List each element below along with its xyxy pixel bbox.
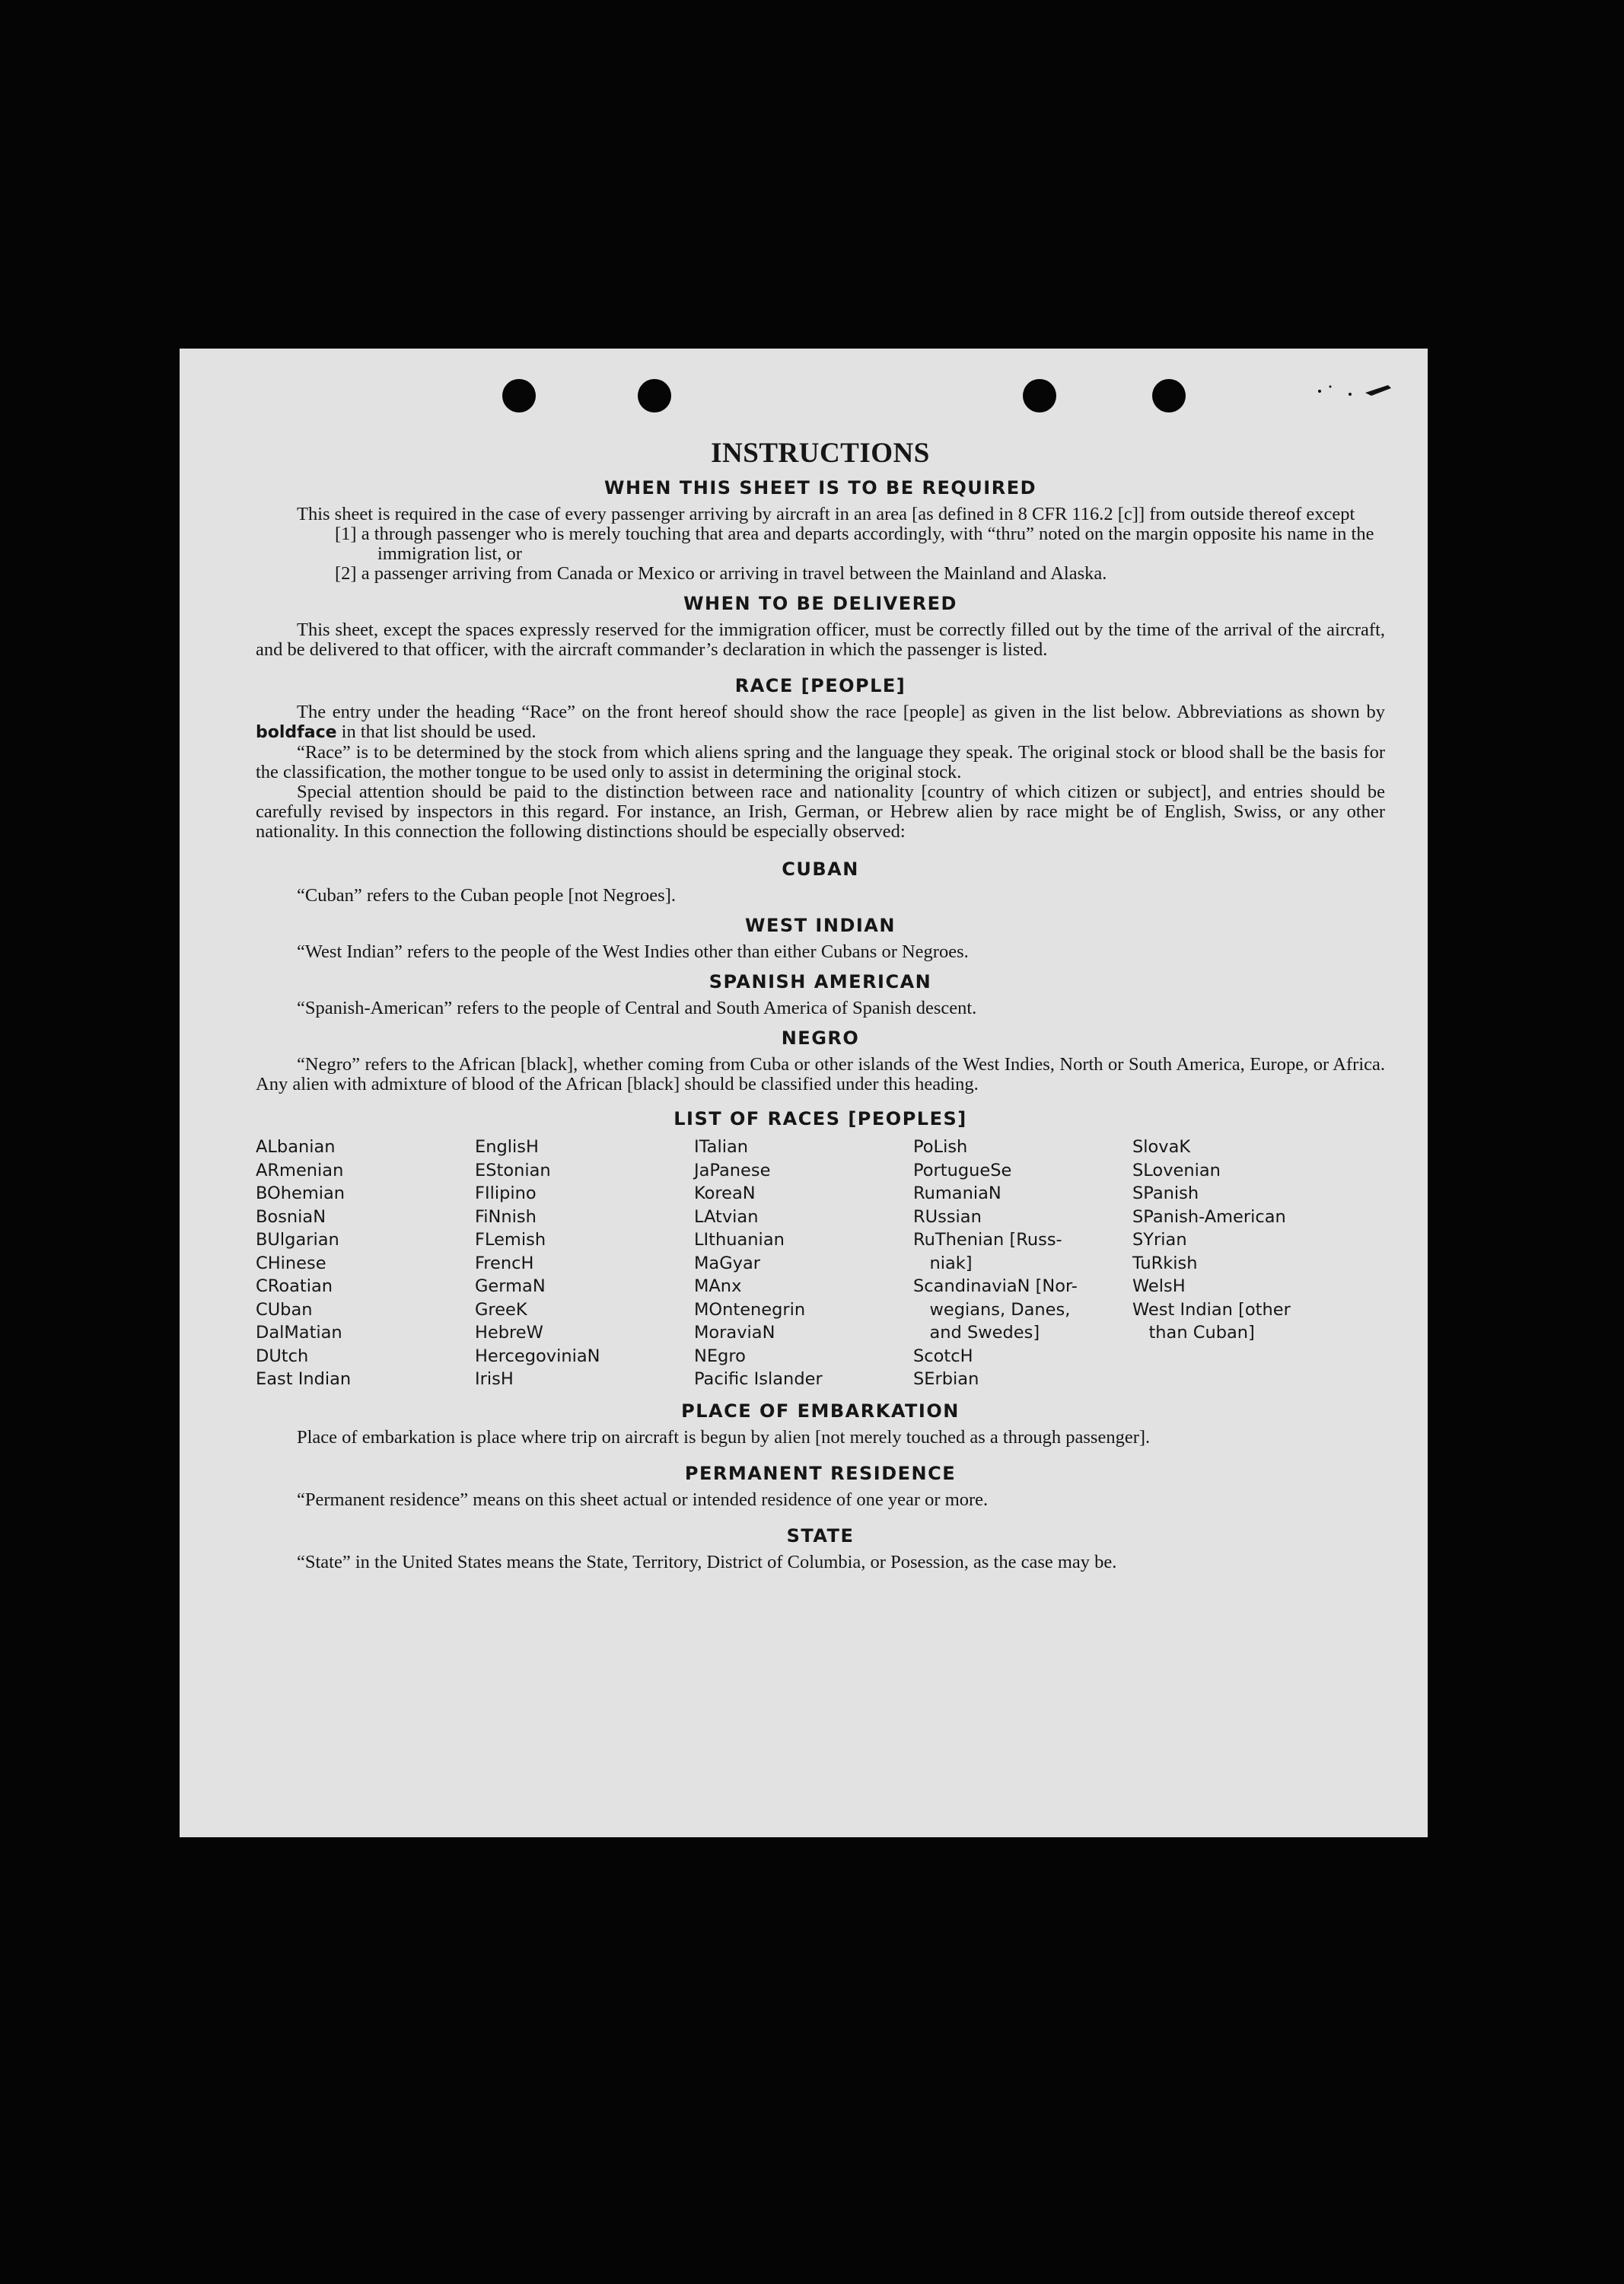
races-column-1 xyxy=(256,1136,475,1391)
races-column-5 xyxy=(1132,1136,1361,1391)
race-entry: DUtch xyxy=(256,1346,309,1366)
embarkation-text: Place of embarkation is place where trip on aircraft is begun by alien [not merely touched as a through passenger]. xyxy=(297,1426,1151,1448)
race-entry: SPanish-American xyxy=(1132,1206,1286,1227)
race-entry: SYrian xyxy=(1132,1230,1187,1250)
race-paragraph-3: Special attention should be paid to the distinction between race and nationality [country of which citizen or subject], and entries should be carefully revised by inspectors in this regard. For instance, an Irish, German, or Hebrew alien by race might be of English, Swiss, or any other nationality. In this connection the following distinctions should be especially observed: xyxy=(256,782,1385,842)
section-heading-negro: NEGRO xyxy=(781,1027,860,1049)
state-text: “State” in the United States means the State, Territory, District of Columbia, or Posession, as the case may be. xyxy=(297,1551,1117,1572)
race-entry: ARmenian xyxy=(256,1160,344,1180)
section-heading-race: RACE [PEOPLE] xyxy=(734,675,906,696)
race-entry: ALbanian xyxy=(256,1137,336,1157)
permanent-residence-text: “Permanent residence” means on this sheet actual or intended residence of one year or more. xyxy=(297,1489,989,1510)
race-entry: ScotcH xyxy=(913,1346,973,1366)
race-entry: MAnx xyxy=(694,1276,742,1296)
race-entry: ScandinaviaN [Nor- xyxy=(913,1276,1078,1296)
race-entry: niak] xyxy=(913,1253,973,1273)
race-entry: RumaniaN xyxy=(913,1183,1001,1203)
race-entry: SlovaK xyxy=(1132,1137,1191,1157)
section-heading-list-of-races: LIST OF RACES [PEOPLES] xyxy=(673,1108,967,1129)
section-heading-delivered: WHEN TO BE DELIVERED xyxy=(683,593,957,614)
required-intro-text: This sheet is required in the case of every passenger arriving by aircraft in an area [as defined in 8 CFR 116.2 [c]] from outside thereof except xyxy=(297,504,1355,524)
race-entry: NEgro xyxy=(694,1346,746,1366)
race-entry: HebreW xyxy=(475,1323,543,1343)
race-entry: PortugueSe xyxy=(913,1160,1012,1180)
section-heading-west-indian: WEST INDIAN xyxy=(745,915,896,936)
required-item-2: [2] a passenger arriving from Canada or Mexico or arriving in travel between the Mainland and Alaska. xyxy=(335,563,1107,584)
race-entry: EStonian xyxy=(475,1160,551,1180)
punch-hole-2 xyxy=(638,379,671,413)
cuban-text: “Cuban” refers to the Cuban people [not Negroes]. xyxy=(297,885,676,906)
race-entry: IrisH xyxy=(475,1369,514,1389)
race-entry: East Indian xyxy=(256,1369,352,1389)
race-entry: CRoatian xyxy=(256,1276,333,1296)
race-entry: than Cuban] xyxy=(1132,1323,1255,1343)
race-p1-text: The entry under the heading “Race” on the front hereof should show the race [people] as given in the list below. Abbreviations as shown by xyxy=(297,702,1385,722)
race-entry: BOhemian xyxy=(256,1183,345,1203)
race-entry: EnglisH xyxy=(475,1137,539,1157)
race-paragraph-2: “Race” is to be determined by the stock from which aliens spring and the language they speak. The original stock or blood shall be the basis for the classification, the mother tongue to be used only to assist in determining the original stock. xyxy=(256,742,1385,782)
races-column-4 xyxy=(913,1136,1132,1391)
race-entry: and Swedes] xyxy=(913,1323,1040,1343)
race-entry: wegians, Danes, xyxy=(913,1299,1071,1320)
section-heading-permanent-residence: PERMANENT RESIDENCE xyxy=(684,1462,957,1484)
race-entry: WelsH xyxy=(1132,1276,1186,1296)
race-entry: RuThenian [Russ- xyxy=(913,1230,1062,1250)
punch-hole-3 xyxy=(1023,379,1056,413)
races-column-2 xyxy=(475,1136,694,1391)
required-intro xyxy=(256,505,1385,524)
race-entry: ITalian xyxy=(694,1137,748,1157)
race-entry: MaGyar xyxy=(694,1253,760,1273)
punch-hole-1 xyxy=(502,379,536,413)
race-p1-bold: boldface xyxy=(256,723,337,742)
race-entry: FIlipino xyxy=(475,1183,537,1203)
race-entry: SLovenian xyxy=(1132,1160,1221,1180)
race-entry: SPanish xyxy=(1132,1183,1199,1203)
spanish-american-text: “Spanish-American” refers to the people of Central and South America of Spanish descent. xyxy=(297,998,977,1018)
ink-specks xyxy=(1312,376,1396,399)
document-sheet xyxy=(180,349,1428,1837)
section-heading-state: STATE xyxy=(786,1524,855,1547)
race-paragraph-1 xyxy=(256,702,1385,743)
race-p1-end: in that list should be used. xyxy=(341,722,537,742)
delivered-text: This sheet, except the spaces expressly reserved for the immigration officer, must be correctly filled out by the time of the arrival of the aircraft, and be delivered to that officer, with the aircraft commander’s declaration in which the passenger is listed. xyxy=(256,620,1385,660)
race-entry: BosniaN xyxy=(256,1206,326,1227)
race-entry: FLemish xyxy=(475,1230,546,1250)
race-entry: JaPanese xyxy=(694,1160,771,1180)
section-heading-cuban: CUBAN xyxy=(782,858,859,880)
page-title: INSTRUCTIONS xyxy=(711,438,930,469)
race-entry: HercegoviniaN xyxy=(475,1346,600,1366)
races-column-3 xyxy=(694,1136,913,1391)
race-entry: GreeK xyxy=(475,1299,527,1320)
section-heading-spanish-american: SPANISH AMERICAN xyxy=(709,971,932,992)
section-heading-embarkation: PLACE OF EMBARKATION xyxy=(681,1400,960,1422)
race-entry: LAtvian xyxy=(694,1206,759,1227)
race-entry: Pacific Islander xyxy=(694,1369,823,1389)
punch-hole-4 xyxy=(1152,379,1186,413)
race-entry: DalMatian xyxy=(256,1323,342,1343)
race-entry: FrencH xyxy=(475,1253,534,1273)
race-entry: FiNnish xyxy=(475,1206,537,1227)
race-entry: PoLish xyxy=(913,1137,968,1157)
race-entry: TuRkish xyxy=(1132,1253,1198,1273)
race-entry: KoreaN xyxy=(694,1183,756,1203)
race-entry: MOntenegrin xyxy=(694,1299,806,1320)
race-entry: GermaN xyxy=(475,1276,546,1296)
negro-text: “Negro” refers to the African [black], whether coming from Cuba or other islands of the West Indies, North or South America, Europe, or Africa. Any alien with admixture of blood of the African [black] should be classified under this heading. xyxy=(256,1054,1385,1094)
race-entry: RUssian xyxy=(913,1206,982,1227)
race-entry: LIthuanian xyxy=(694,1230,785,1250)
section-heading-required: WHEN THIS SHEET IS TO BE REQUIRED xyxy=(603,477,1037,499)
required-item-1: [1] a through passenger who is merely touching that area and departs accordingly, with “thru” noted on the margin opposite his name in the immigration list, or xyxy=(335,524,1374,564)
race-entry: CUban xyxy=(256,1299,313,1320)
races-list xyxy=(256,1136,1385,1391)
race-entry: SErbian xyxy=(913,1369,979,1389)
west-indian-text: “West Indian” refers to the people of the West Indies other than either Cubans or Negroes. xyxy=(297,941,969,962)
race-entry: West Indian [other xyxy=(1132,1299,1291,1320)
race-entry: MoraviaN xyxy=(694,1323,775,1343)
race-entry: BUlgarian xyxy=(256,1230,339,1250)
race-entry: CHinese xyxy=(256,1253,326,1273)
